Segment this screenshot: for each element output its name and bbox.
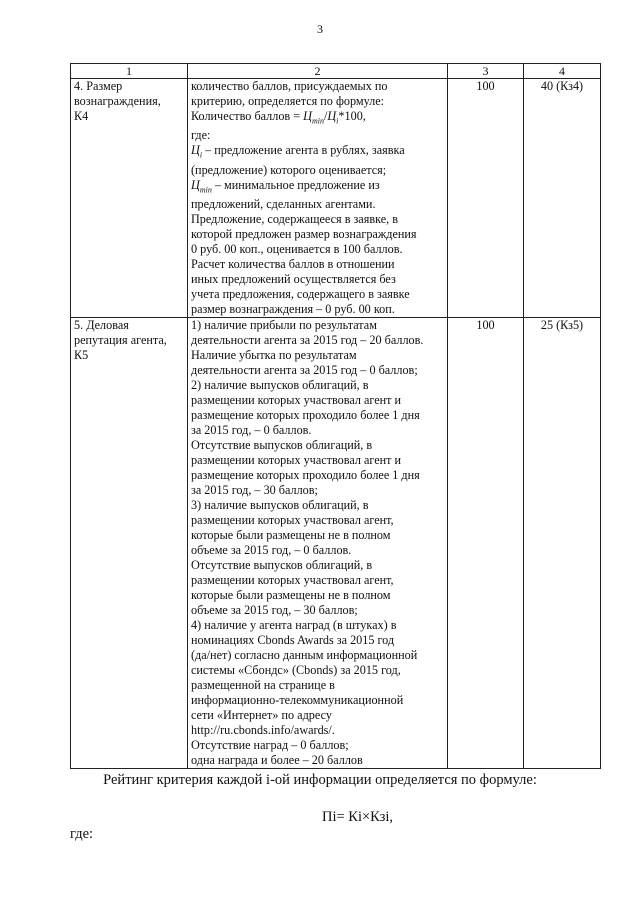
criterion-description-line: за 2015 год, – 30 баллов; <box>191 483 318 498</box>
column-header: 3 <box>448 64 524 79</box>
criterion-description-line: деятельности агента за 2015 год – 20 баллов. <box>191 333 424 348</box>
criterion-description-line: деятельности агента за 2015 год – 0 баллов; <box>191 363 418 378</box>
column-header: 1 <box>71 64 188 79</box>
page-number: 3 <box>317 22 323 36</box>
criterion-description-line: одна награда и более – 20 баллов <box>191 753 363 768</box>
criterion-name-line: вознаграждения, <box>74 94 161 108</box>
weight-coefficient: 25 (Кз5) <box>524 318 601 769</box>
criterion-description-line: которые были размещены не в полном <box>191 528 391 543</box>
criterion-description-line: где: <box>191 128 211 143</box>
criterion-description-line: размещение которых проходило более 1 дня <box>191 468 420 483</box>
column-header: 2 <box>188 64 448 79</box>
criterion-description <box>188 318 448 769</box>
criterion-description-line: количество баллов, присуждаемых по <box>191 79 388 93</box>
criterion-description-line: системы «Сбондс» (Cbonds) за 2015 год, <box>191 663 401 678</box>
table-row <box>71 79 601 318</box>
max-score: 100 <box>448 79 524 318</box>
criterion-name <box>71 318 188 769</box>
criterion-description-line: http://ru.cbonds.info/awards/. <box>191 723 335 738</box>
criterion-description-line: Наличие убытка по результатам <box>191 348 357 363</box>
table-header-row <box>71 64 601 79</box>
criterion-description-line: размещенной на странице в <box>191 678 335 693</box>
criterion-description-line: критерию, определяется по формуле: <box>191 94 384 108</box>
criterion-name-line: 4. Размер <box>74 79 123 93</box>
criterion-description-line: за 2015 год, – 0 баллов. <box>191 423 312 438</box>
criterion-description-line: размещении которых участвовал агент и <box>191 393 402 408</box>
criterion-description-line: иных предложений осуществляется без <box>191 272 396 287</box>
criterion-description-line: которой предложен размер вознаграждения <box>191 227 417 242</box>
criterion-description-line: Количество баллов = $Ц_{min}/Ц_i*100$, <box>191 109 366 126</box>
where-label: где: <box>70 826 94 842</box>
rating-formula: Пi= Кi×Кзi, <box>322 809 394 825</box>
criterion-description-line: (да/нет) согласно данным информационной <box>191 648 418 663</box>
weight-coefficient: 40 (Кз4) <box>524 79 601 318</box>
criterion-description-line: объеме за 2015 год, – 30 баллов; <box>191 603 358 618</box>
criterion-description-line: размещении которых участвовал агент, <box>191 573 394 588</box>
criterion-description-line: размер вознаграждения – 0 руб. 00 коп. <box>191 302 395 317</box>
max-score: 100 <box>448 318 524 769</box>
criterion-description-line: 1) наличие прибыли по результатам <box>191 318 377 333</box>
criterion-name-line: К4 <box>74 109 89 123</box>
criterion-description-line: $Ц_{min}$ – минимальное предложение из <box>191 177 380 195</box>
table-row <box>71 318 601 769</box>
criterion-description-line: 4) наличие у агента наград (в штуках) в <box>191 618 397 633</box>
criteria-table <box>70 63 601 769</box>
criterion-description-line: 0 руб. 00 коп., оценивается в 100 баллов. <box>191 242 403 257</box>
criterion-description <box>188 79 448 318</box>
criterion-name-line: К5 <box>74 348 89 363</box>
formula-intro: Рейтинг критерия каждой i-ой информации определяется по формуле: <box>103 772 537 788</box>
criterion-description-line: Предложение, содержащееся в заявке, в <box>191 212 398 227</box>
criterion-name <box>71 79 188 318</box>
criterion-description-line: предложений, сделанных агентами. <box>191 197 376 212</box>
criterion-name-line: 5. Деловая <box>74 318 129 333</box>
criterion-description-line: 3) наличие выпусков облигаций, в <box>191 498 369 513</box>
criterion-description-line: $Ц_i$ – предложение агента в рублях, заявка <box>191 143 405 160</box>
criterion-name-line: репутация агента, <box>74 333 167 348</box>
criterion-description-line: которые были размещены не в полном <box>191 588 391 603</box>
column-header: 4 <box>524 64 601 79</box>
criterion-description-line: Расчет количества баллов в отношении <box>191 257 395 272</box>
criterion-description-line: Отсутствие выпусков облигаций, в <box>191 558 373 573</box>
criterion-description-line: номинациях Cbonds Awards за 2015 год <box>191 633 395 648</box>
criterion-description-line: размещении которых участвовал агент и <box>191 453 402 468</box>
criterion-description-line: 2) наличие выпусков облигаций, в <box>191 378 369 393</box>
criterion-description-line: размещение которых проходило более 1 дня <box>191 408 420 423</box>
criterion-description-line: (предложение) которого оценивается; <box>191 162 387 177</box>
criterion-description-line: объеме за 2015 год, – 0 баллов. <box>191 543 352 558</box>
criterion-description-line: информационно-телекоммуникационной <box>191 693 404 708</box>
criterion-description-line: Отсутствие выпусков облигаций, в <box>191 438 373 453</box>
criterion-description-line: размещении которых участвовал агент, <box>191 513 394 528</box>
criterion-description-line: сети «Интернет» по адресу <box>191 708 332 723</box>
criterion-description-line: учета предложения, содержащего в заявке <box>191 287 410 302</box>
criterion-description-line: Отсутствие наград – 0 баллов; <box>191 738 349 753</box>
